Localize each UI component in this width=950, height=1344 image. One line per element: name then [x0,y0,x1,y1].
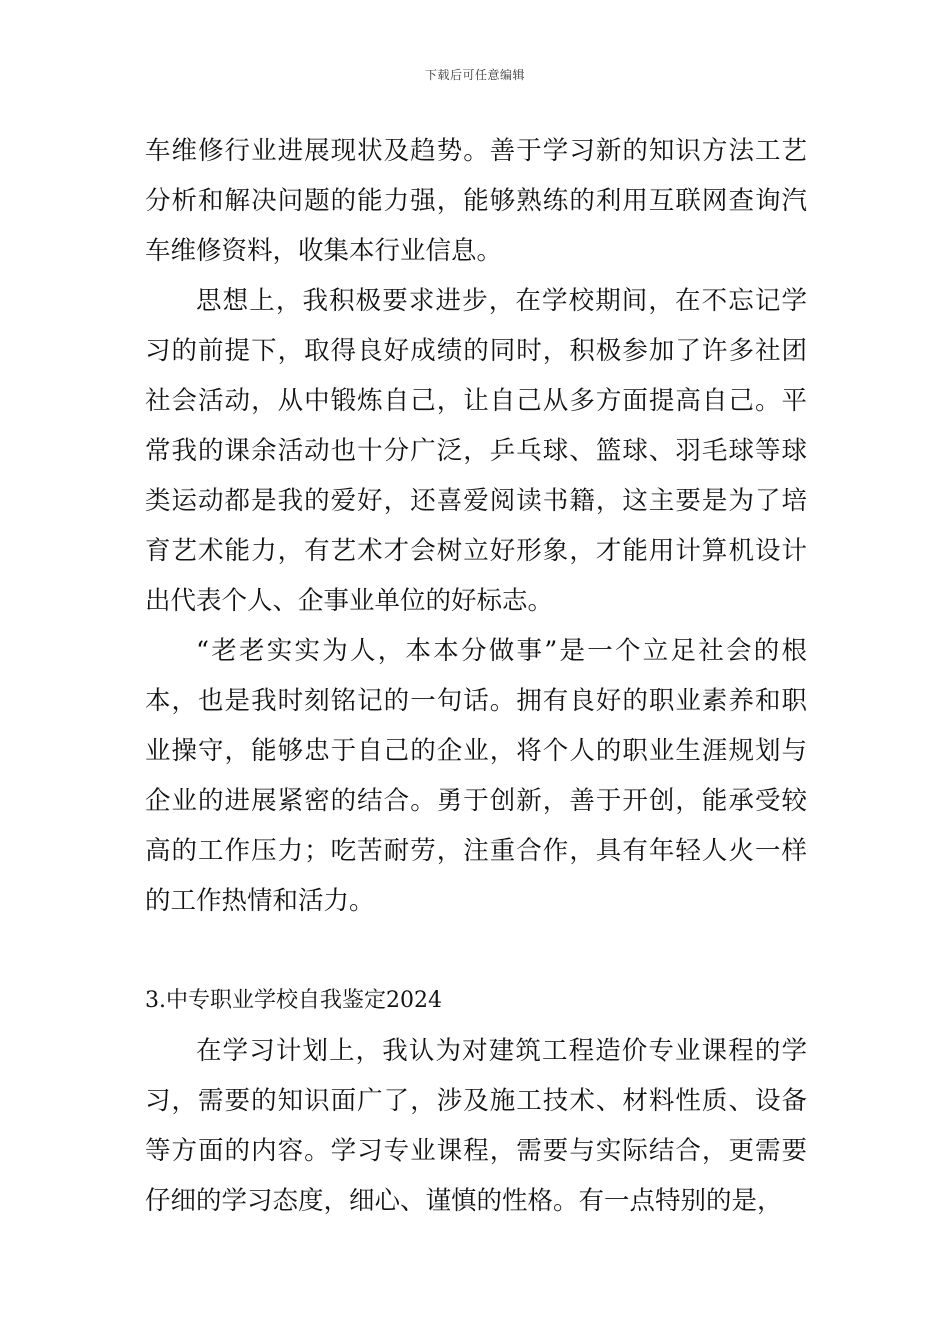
body-paragraph: 思想上，我积极要求进步，在学校期间，在不忘记学习的前提下，取得良好成绩的同时，积极参加了许多社团社会活动，从中锻炼自己，让自己从多方面提高自己。平常我的课余活动也十分广泛，乒乓球、篮球、羽毛球等球类运动都是我的爱好，还喜爱阅读书籍，这主要是为了培育艺术能力，有艺术才会树立好形象，才能用计算机设计出代表个人、企事业单位的好标志。 [145,286,807,616]
document-body-lower [145,976,807,1226]
section-heading: 3.中专职业学校自我鉴定2024 [145,988,442,1013]
body-paragraph: 在学习计划上，我认为对建筑工程造价专业课程的学习，需要的知识面广了，涉及施工技术、材料性质、设备等方面的内容。学习专业课程，需要与实际结合，更需要仔细的学习态度，细心、谨慎的性格。有一点特别的是， [145,1036,807,1216]
page-header-note: 下载后可任意编辑 [424,68,525,82]
body-paragraph: 车维修行业进展现状及趋势。善于学习新的知识方法工艺分析和解决问题的能力强，能够熟练的利用互联网查询汽车维修资料，收集本行业信息。 [145,136,807,266]
document-body-upper [145,126,807,926]
body-paragraph: “老老实实为人，本本分做事”是一个立足社会的根本，也是我时刻铭记的一句话。拥有良好的职业素养和职业操守，能够忠于自己的企业，将个人的职业生涯规划与企业的进展紧密的结合。勇于创新，善于开创，能承受较高的工作压力；吃苦耐劳，注重合作，具有年轻人火一样的工作热情和活力。 [145,636,807,916]
